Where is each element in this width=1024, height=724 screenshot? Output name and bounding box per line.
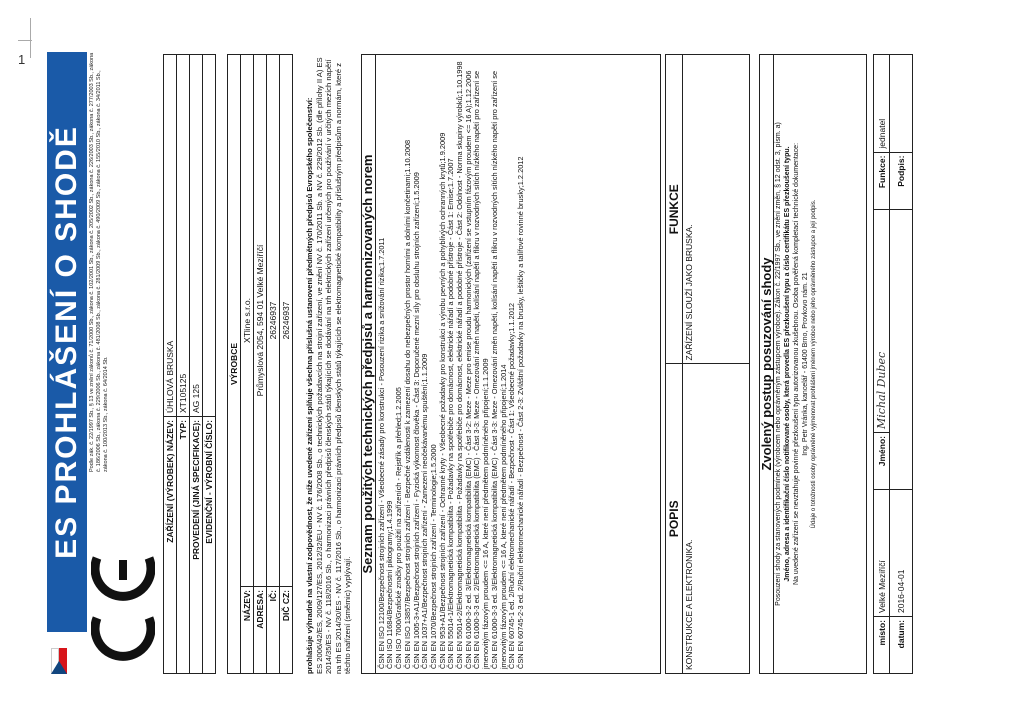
product-type-label: TYP: [177, 417, 190, 674]
product-variant: AG 125 [190, 55, 203, 417]
manufacturer-dic-label: DIČ CZ: [280, 587, 293, 674]
declaration-intro: prohlašuje výhradně na vlastní zodpovědnost, že níže uvedené zařízení splňuje všechna příslušná ustanovení předmětných předpisů Evropského společenství: [305, 97, 314, 674]
scan-edge-mark [30, 18, 31, 58]
conformity-line: Na uvedené zařízení se nevztahuje povinné přezkoušení typu autorizovanou zkušebnou. Osoba pověřená kompletací technické dokumentace: [793, 142, 800, 586]
standard-item: ČSN EN 1037+A1/Bezpečnost strojních zařízení - Zamezení neočekávanému spuštění;1.1.2009 [420, 353, 430, 669]
product-serial [203, 55, 216, 417]
signature-field [890, 55, 913, 153]
standard-item: ČSN EN 61000-3-3 ed. 3/Elektromagnetická kompatibilita (EMC) - Část 3-3: Meze - Omezování změn napětí, kolísání napětí a flikru v rozvodných sítích nízkého napětí pro zařízení se jmenovitým fázovým proudem <= 16 A, které není předmětem podmíněného připojení;1.2014 [489, 70, 508, 669]
scan-edge-mark [18, 40, 32, 41]
standard-item: ČSN EN 60745-2-3 ed. 2/Ruční elektromechanické nářadí - Bezpečnost - Část 2-3: Zvláštní požadavky na brusky, leštičky a talířové rovinné brusky;1.2.2012 [515, 156, 525, 669]
conformity-line: Jméno, adresa a identifikační číslo notifikované osoby, která provedla ES přezkoušení typu a číslo certifikátu ES přezkoušení typu. [784, 146, 791, 582]
conformity-line: Ing. Petr Vránka, kancelář - 61400 Brno, Provkovo nám. 21 [802, 272, 809, 456]
name-value [874, 209, 890, 432]
product-variant-label: PROVEDENÍ (JINÁ SPECIFIKACE): [190, 417, 203, 674]
manufacturer-table [227, 54, 293, 674]
declaration-body: ES 2006/42/ES, 2009/127/ES, 2012/32/EU - NV č. 176/2008 Sb., o technických požadavcích na strojní zařízení, ve znění NV č. 170/2011 Sb. a NV č. 229/2012 Sb. (dle přílohy II A) ES 2014/35/ES - NV č. 118/2016 Sb., o harmonizaci právních předpisů členských států týkajících se dodávání na trh elektrických zařízení určených pro používání v určitých mezích napětí na trh ES 2014/30/ES - NV č. 117/2016 Sb., o harmonizaci právních předpisů členských států týkajících se elektromagnetické kompatibility a příslušným předpisům a normám, které z těchto nařízení (směrnic) vyplývají. [314, 57, 353, 674]
standard-item: ČSN EN 61000-3-3 ed. 2/Elektromagnetická kompatibilita (EMC) - Část 3-3: Meze - Omezování změn napětí, kolísání napětí a flikru v rozvodných sítích nízkého napětí pro zařízení se jmenovitým fázovým proudem <= 16 A, které není předmětem podmíněného připojení;1.1.2009 [472, 70, 491, 669]
manufacturer-heading: VÝROBCE [228, 55, 241, 674]
popis-value: KONSTRUKCE A ELEKTRONIKA. [683, 364, 750, 674]
standard-item: ČSN EN 1070/Bezpečnost strojních zařízení - Terminologie;1.5.2000 [428, 444, 438, 669]
manufacturer-name: XTline s.r.o. [241, 55, 254, 587]
manufacturer-name-label: NÁZEV: [241, 587, 254, 674]
product-name-label: ZAŘÍZENÍ (VÝROBEK) NÁZEV: [164, 417, 177, 674]
function-value: jednatel [874, 55, 890, 153]
standard-item: ČSN EN 60745-1 ed. 2/Ruční elektromechanické nářadí - Bezpečnost - Část 1: Všeobecné požadavky;1.1.2012 [507, 302, 517, 669]
funkce-value: ZAŘÍZENÍ SLOUŽÍ JAKO BRUSKA. [683, 55, 750, 365]
conformity-line: Údaje o totožnosti osoby oprávněné vyjmenovat prohlášení jménem výrobce nebo jeho oprávněného zástupce a její podpis. [811, 199, 817, 529]
date-label: datum: [890, 617, 913, 674]
standard-item: ČSN ISO 7000/Grafické značky pro použití na zařízeních - Rejstřík a přehled;1.2.2005 [394, 387, 404, 669]
place-label: místo: [874, 617, 890, 674]
declaration-document [43, 32, 953, 692]
product-serial-label: EVIDENČNÍ - VÝROBNÍ ČÍSLO: [203, 417, 216, 674]
product-name: ÚHLOVÁ BRUSKA [164, 55, 177, 417]
name-label: Jméno: [874, 433, 890, 490]
place-value: Velké Meziříčí [874, 490, 890, 617]
standards-section [361, 54, 661, 674]
manufacturer-dic: 26246937 [280, 55, 293, 587]
standard-item: ČSN ISO 11684/Bezpečnostní piktogramy;1.4.1999 [385, 500, 395, 669]
standards-heading: Seznam použitých technických předpisů a harmonizovaných norem [362, 55, 376, 673]
conformity-line: Posouzení shody za stanovených podmínek (výrobcem nebo oprávněným zástupcem výrobce). Zákon č. 22/1997 Sb., ve znění změn, § 12 odst. 3, písm. a) [775, 122, 782, 606]
law-reference: Podle zák. č. 22/1997 Sb., § 13 ve znění zákonů č. 71/2000 Sb., zákona č. 102/2001 Sb., zákona č. 205/2002 Sb., zákona č. 226/2003 Sb., zákona č. 277/2003 Sb., zákona č. 186/2006 Sb., zákona č. 229/2006 Sb., zákona č. 481/2008 Sb., zákona č. 281/2009 Sb., zákona č. 490/2009 Sb., zákona č. 155/2010 Sb., zákona č. 34/2011 Sb., zákona č. 100/2013 Sb., zákona č. 64/2014 Sb. [89, 52, 109, 472]
declaration-text [305, 54, 353, 674]
date-value: 2016-04-01 [890, 490, 913, 617]
ce-mark-icon [91, 550, 155, 670]
product-table [163, 54, 216, 674]
standard-item: ČSN EN 953+A1/Bezpečnost strojních zařízení - Ochranné kryty - Všeobecné požadavky pro konstrukci a výrobu pevných a pohyblivých ochranných krytů;1.9.2009 [437, 132, 447, 669]
conformity-heading: Zvolený postup posuzování shody [760, 55, 774, 673]
description-table [665, 54, 750, 674]
document-title: ES PROHLÁŠENÍ O SHODĚ [47, 52, 87, 632]
standard-item: ČSN EN ISO 12100/Bezpečnost strojních zařízení - Všeobecné zásady pro konstrukci - Posouzení rizika a snižování rizika;1.7.2011 [376, 237, 386, 669]
standard-item: ČSN EN 55014-1/Elektromagnetická kompatibilita - Požadavky na spotřebiče pro domácnost, elektrické nářadí a podobné přístroje - Část 1: Emise;1.7.2007 [446, 158, 456, 669]
function-label: Funkce: [874, 152, 890, 209]
standard-item: ČSN EN 61000-3-2 ed. 3/Elektromagnetická kompatibilita (EMC) - Část 3-2: Meze - Meze pro emise proudu harmonických (zařízení se vstupním fázovým proudem <= 16 A);1.12.2006 [463, 70, 473, 669]
product-type: XT105125 [177, 55, 190, 417]
conformity-section [759, 54, 867, 674]
standard-item: ČSN EN 55014-2/Elektromagnetická kompatibilita - Požadavky na spotřebiče pro domácnost, elektrické nářadí a podobné přístroje - Část 2: Odolnost - Norma skupiny výrobků;1.10.1998 [455, 61, 465, 669]
standards-list [376, 55, 528, 673]
manufacturer-ic-label: IČ: [267, 587, 280, 674]
manufacturer-address: Průmyslová 2054, 594 01 Velké Meziříčí [254, 55, 267, 587]
funkce-heading: FUNKCE [666, 55, 683, 365]
standard-item: ČSN EN ISO 13857/Bezpečnost strojních zařízení - Bezpečné vzdálenosti k zamezení dosahu do nebezpečných prostor horními a dolními končetinami;1.10.2008 [402, 139, 412, 669]
signature-table [873, 54, 913, 674]
manufacturer-address-label: ADRESA: [254, 587, 267, 674]
signer-name: Michal Dubec [875, 351, 888, 429]
popis-heading: POPIS [666, 364, 683, 674]
standard-item: ČSN EN 1005-3+A1/Bezpečnost strojních zařízení - Fyzická výkonnost člověka - Část 3: Doporučené mezní síly pro obsluhu strojních zařízení;1.5.2009 [411, 172, 421, 669]
manufacturer-ic: 26246937 [267, 55, 280, 587]
czech-flag-icon [51, 648, 67, 674]
signature-label: Podpis: [890, 152, 913, 209]
page-number: 1 [18, 52, 26, 67]
